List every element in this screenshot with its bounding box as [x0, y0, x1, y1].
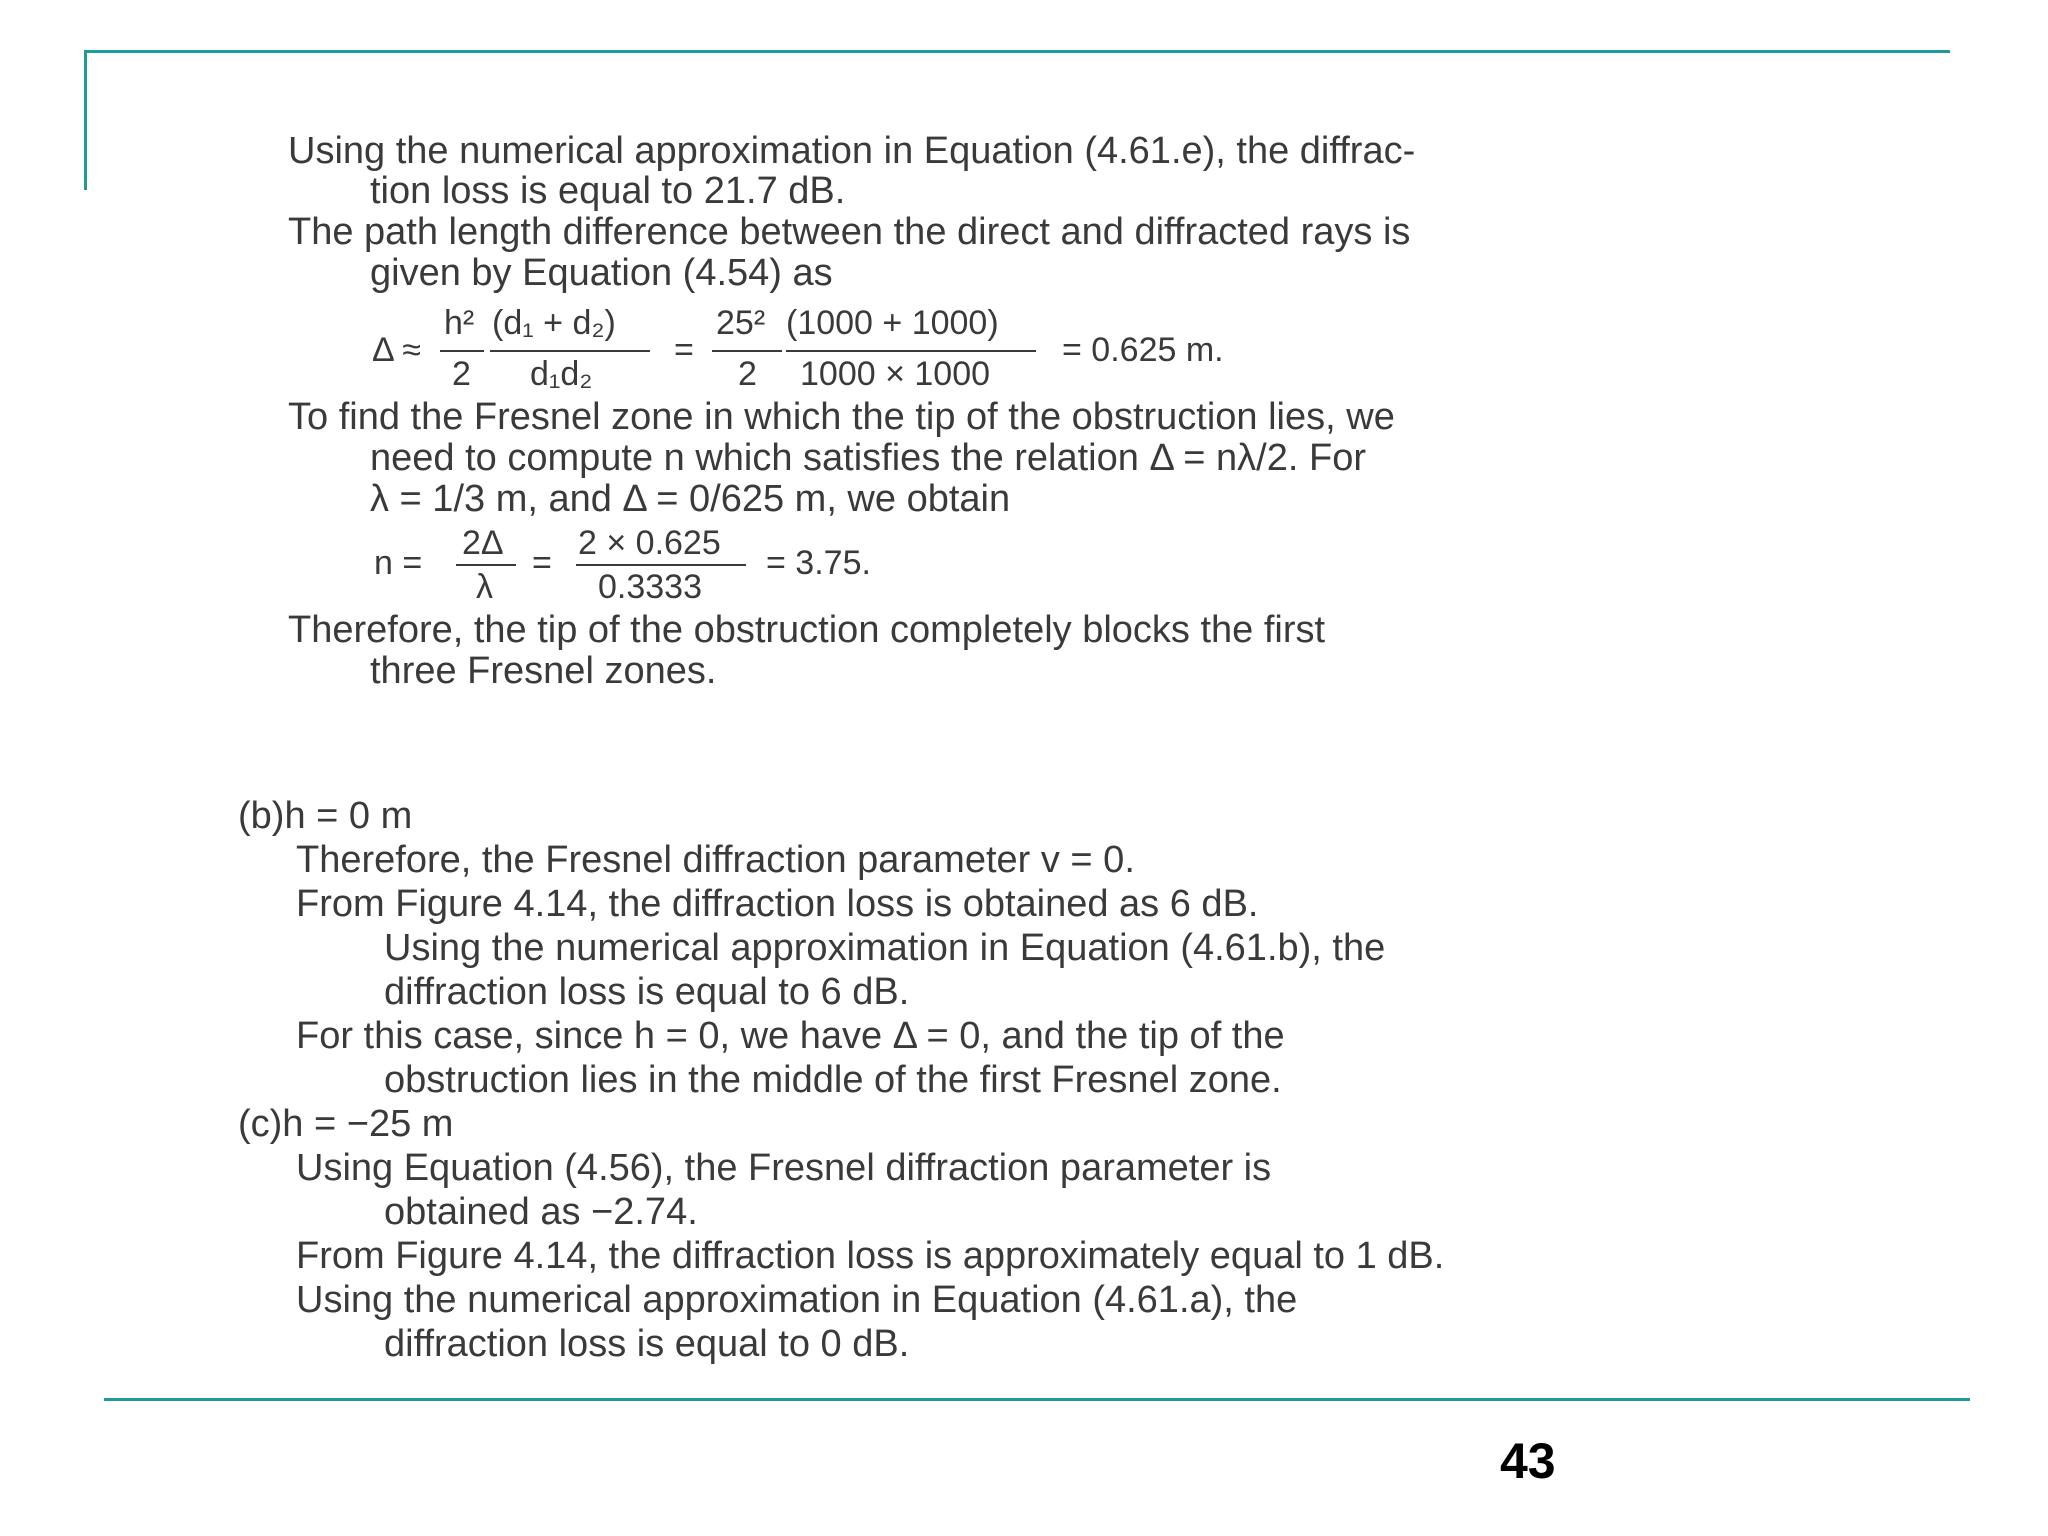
text-line: To find the Fresnel zone in which the tip of the obstruction lies, we [288, 396, 1395, 438]
eq2-num-2: 2 × 0.625 [578, 524, 721, 562]
text-line: From Figure 4.14, the diffraction loss is obtained as 6 dB. [296, 883, 1259, 925]
text-line: need to compute n which satisfies the relation Δ = nλ/2. For [370, 437, 1366, 479]
bottom-rule [104, 1398, 1970, 1401]
text-line: For this case, since h = 0, we have Δ = 0, and the tip of the [296, 1015, 1285, 1057]
eq2-lhs: n = [374, 544, 423, 582]
text-line: given by Equation (4.54) as [370, 252, 833, 294]
eq2-result: = 3.75. [766, 544, 871, 582]
eq1-num-3: 25² [716, 304, 766, 342]
top-rule [84, 50, 1950, 53]
text-line: diffraction loss is equal to 6 dB. [384, 971, 910, 1013]
text-line: three Fresnel zones. [370, 650, 717, 692]
text-line: Using the numerical approximation in Equation (4.61.e), the diffrac- [288, 130, 1416, 172]
eq1-den-2: d₁d₂ [530, 355, 593, 393]
text-line: From Figure 4.14, the diffraction loss is approximately equal to 1 dB. [296, 1235, 1445, 1277]
eq1-equals: = [674, 331, 694, 369]
text-line: λ = 1/3 m, and Δ = 0/625 m, we obtain [370, 478, 1011, 520]
text-line: Using Equation (4.56), the Fresnel diffraction parameter is [296, 1147, 1272, 1189]
eq2-bar-2 [576, 564, 746, 566]
section-heading-c: (c)h = −25 m [238, 1103, 454, 1145]
text-line: obtained as −2.74. [384, 1191, 698, 1233]
eq1-bar-3 [712, 350, 782, 352]
eq1-result: = 0.625 m. [1062, 331, 1224, 369]
text-line: tion loss is equal to 21.7 dB. [370, 170, 846, 212]
left-rule [84, 50, 87, 190]
text-line: obstruction lies in the middle of the first Fresnel zone. [384, 1059, 1282, 1101]
eq2-bar-1 [456, 564, 516, 566]
eq1-num-4: (1000 + 1000) [786, 304, 999, 342]
eq1-lhs: Δ ≈ [372, 331, 421, 369]
text-line: Using the numerical approximation in Equation (4.61.a), the [296, 1279, 1298, 1321]
eq2-num-1: 2Δ [462, 524, 504, 562]
page-number: 43 [1500, 1433, 1556, 1489]
eq1-num-2: (d₁ + d₂) [492, 304, 616, 342]
text-line: The path length difference between the direct and diffracted rays is [288, 211, 1411, 253]
eq1-bar-2 [490, 350, 650, 352]
eq1-bar-4 [786, 350, 1036, 352]
eq2-den-2: 0.3333 [598, 568, 702, 606]
eq1-den-1: 2 [452, 355, 471, 393]
eq1-bar-1 [440, 350, 484, 352]
text-line: Using the numerical approximation in Equation (4.61.b), the [384, 927, 1386, 969]
text-line: Therefore, the Fresnel diffraction parameter v = 0. [296, 839, 1135, 881]
eq1-den-4: 1000 × 1000 [800, 355, 991, 393]
section-heading-b: (b)h = 0 m [238, 795, 413, 837]
text-line: Therefore, the tip of the obstruction completely blocks the first [288, 609, 1326, 651]
text-line: diffraction loss is equal to 0 dB. [384, 1323, 910, 1365]
eq2-equals: = [532, 544, 552, 582]
eq1-num-1: h² [444, 304, 475, 342]
eq2-den-1: λ [476, 568, 493, 606]
eq1-den-3: 2 [738, 355, 757, 393]
